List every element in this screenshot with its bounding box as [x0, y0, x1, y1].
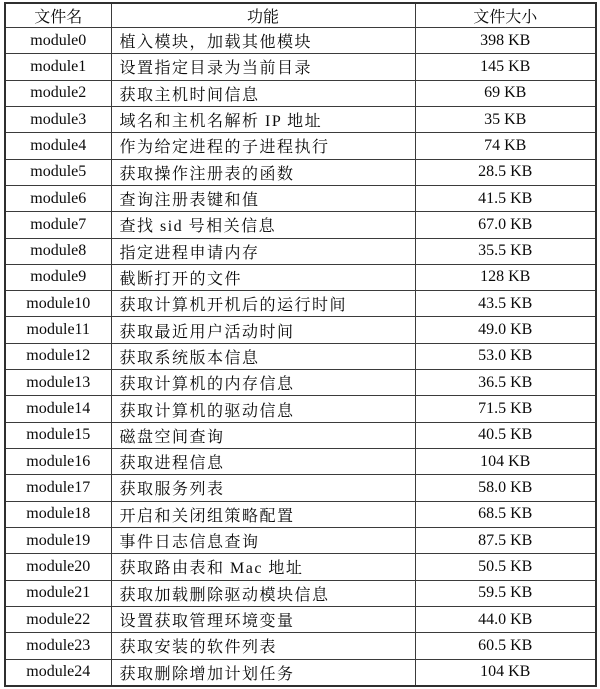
size-cell: 59.5 KB: [415, 580, 596, 606]
function-cell: 开启和关闭组策略配置: [111, 501, 415, 527]
table-row: [5, 554, 596, 580]
modules-table: [4, 2, 597, 687]
module-name-cell: module8: [5, 238, 111, 264]
function-cell: 获取操作注册表的函数: [111, 159, 415, 185]
header-row: [5, 3, 596, 28]
size-cell: 58.0 KB: [415, 475, 596, 501]
header-filename: 文件名: [5, 3, 111, 28]
table-row: [5, 264, 596, 290]
table-row: [5, 106, 596, 132]
module-name-cell: module7: [5, 212, 111, 238]
size-cell: 145 KB: [415, 54, 596, 80]
module-name-cell: module21: [5, 580, 111, 606]
module-name-cell: module0: [5, 28, 111, 54]
size-cell: 40.5 KB: [415, 422, 596, 448]
size-cell: 35 KB: [415, 106, 596, 132]
module-name-cell: module3: [5, 106, 111, 132]
function-cell: 事件日志信息查询: [111, 527, 415, 553]
function-cell: 获取服务列表: [111, 475, 415, 501]
table-row: [5, 501, 596, 527]
function-cell: 获取计算机的内存信息: [111, 370, 415, 396]
size-cell: 398 KB: [415, 28, 596, 54]
modules-table-container: [4, 2, 597, 687]
function-cell: 作为给定进程的子进程执行: [111, 133, 415, 159]
table-row: [5, 28, 596, 54]
table-row: [5, 54, 596, 80]
size-cell: 71.5 KB: [415, 396, 596, 422]
table-row: [5, 606, 596, 632]
module-name-cell: module17: [5, 475, 111, 501]
module-name-cell: module22: [5, 606, 111, 632]
module-name-cell: module2: [5, 80, 111, 106]
module-name-cell: module11: [5, 317, 111, 343]
function-cell: 获取进程信息: [111, 449, 415, 475]
function-cell: 获取安装的软件列表: [111, 633, 415, 659]
size-cell: 49.0 KB: [415, 317, 596, 343]
table-row: [5, 396, 596, 422]
table-row: [5, 159, 596, 185]
function-cell: 指定进程申请内存: [111, 238, 415, 264]
size-cell: 69 KB: [415, 80, 596, 106]
module-name-cell: module1: [5, 54, 111, 80]
table-row: [5, 80, 596, 106]
table-row: [5, 475, 596, 501]
size-cell: 87.5 KB: [415, 527, 596, 553]
function-cell: 植入模块，加载其他模块: [111, 28, 415, 54]
size-cell: 36.5 KB: [415, 370, 596, 396]
table-row: [5, 317, 596, 343]
table-row: [5, 580, 596, 606]
table-row: [5, 238, 596, 264]
size-cell: 128 KB: [415, 264, 596, 290]
table-row: [5, 659, 596, 686]
module-name-cell: module18: [5, 501, 111, 527]
function-cell: 查找 sid 号相关信息: [111, 212, 415, 238]
function-cell: 获取计算机的驱动信息: [111, 396, 415, 422]
function-cell: 获取加载删除驱动模块信息: [111, 580, 415, 606]
function-cell: 截断打开的文件: [111, 264, 415, 290]
table-row: [5, 133, 596, 159]
header-function: 功能: [111, 3, 415, 28]
module-name-cell: module9: [5, 264, 111, 290]
function-cell: 获取系统版本信息: [111, 343, 415, 369]
function-cell: 获取计算机开机后的运行时间: [111, 291, 415, 317]
module-name-cell: module20: [5, 554, 111, 580]
table-row: [5, 527, 596, 553]
size-cell: 50.5 KB: [415, 554, 596, 580]
function-cell: 设置获取管理环境变量: [111, 606, 415, 632]
size-cell: 104 KB: [415, 449, 596, 475]
size-cell: 60.5 KB: [415, 633, 596, 659]
module-name-cell: module16: [5, 449, 111, 475]
table-row: [5, 343, 596, 369]
size-cell: 53.0 KB: [415, 343, 596, 369]
function-cell: 获取主机时间信息: [111, 80, 415, 106]
function-cell: 获取路由表和 Mac 地址: [111, 554, 415, 580]
module-name-cell: module24: [5, 659, 111, 686]
table-row: [5, 370, 596, 396]
size-cell: 41.5 KB: [415, 185, 596, 211]
size-cell: 35.5 KB: [415, 238, 596, 264]
size-cell: 68.5 KB: [415, 501, 596, 527]
size-cell: 74 KB: [415, 133, 596, 159]
module-name-cell: module10: [5, 291, 111, 317]
size-cell: 44.0 KB: [415, 606, 596, 632]
module-name-cell: module6: [5, 185, 111, 211]
module-name-cell: module23: [5, 633, 111, 659]
module-name-cell: module15: [5, 422, 111, 448]
size-cell: 43.5 KB: [415, 291, 596, 317]
table-row: [5, 212, 596, 238]
function-cell: 获取删除增加计划任务: [111, 659, 415, 686]
module-name-cell: module12: [5, 343, 111, 369]
table-row: [5, 291, 596, 317]
table-row: [5, 422, 596, 448]
function-cell: 磁盘空间查询: [111, 422, 415, 448]
module-name-cell: module19: [5, 527, 111, 553]
module-name-cell: module14: [5, 396, 111, 422]
function-cell: 获取最近用户活动时间: [111, 317, 415, 343]
table-row: [5, 633, 596, 659]
header-filesize: 文件大小: [415, 3, 596, 28]
size-cell: 28.5 KB: [415, 159, 596, 185]
table-row: [5, 449, 596, 475]
function-cell: 查询注册表键和值: [111, 185, 415, 211]
module-name-cell: module4: [5, 133, 111, 159]
module-name-cell: module13: [5, 370, 111, 396]
module-name-cell: module5: [5, 159, 111, 185]
function-cell: 域名和主机名解析 IP 地址: [111, 106, 415, 132]
function-cell: 设置指定目录为当前目录: [111, 54, 415, 80]
table-row: [5, 185, 596, 211]
size-cell: 67.0 KB: [415, 212, 596, 238]
size-cell: 104 KB: [415, 659, 596, 686]
